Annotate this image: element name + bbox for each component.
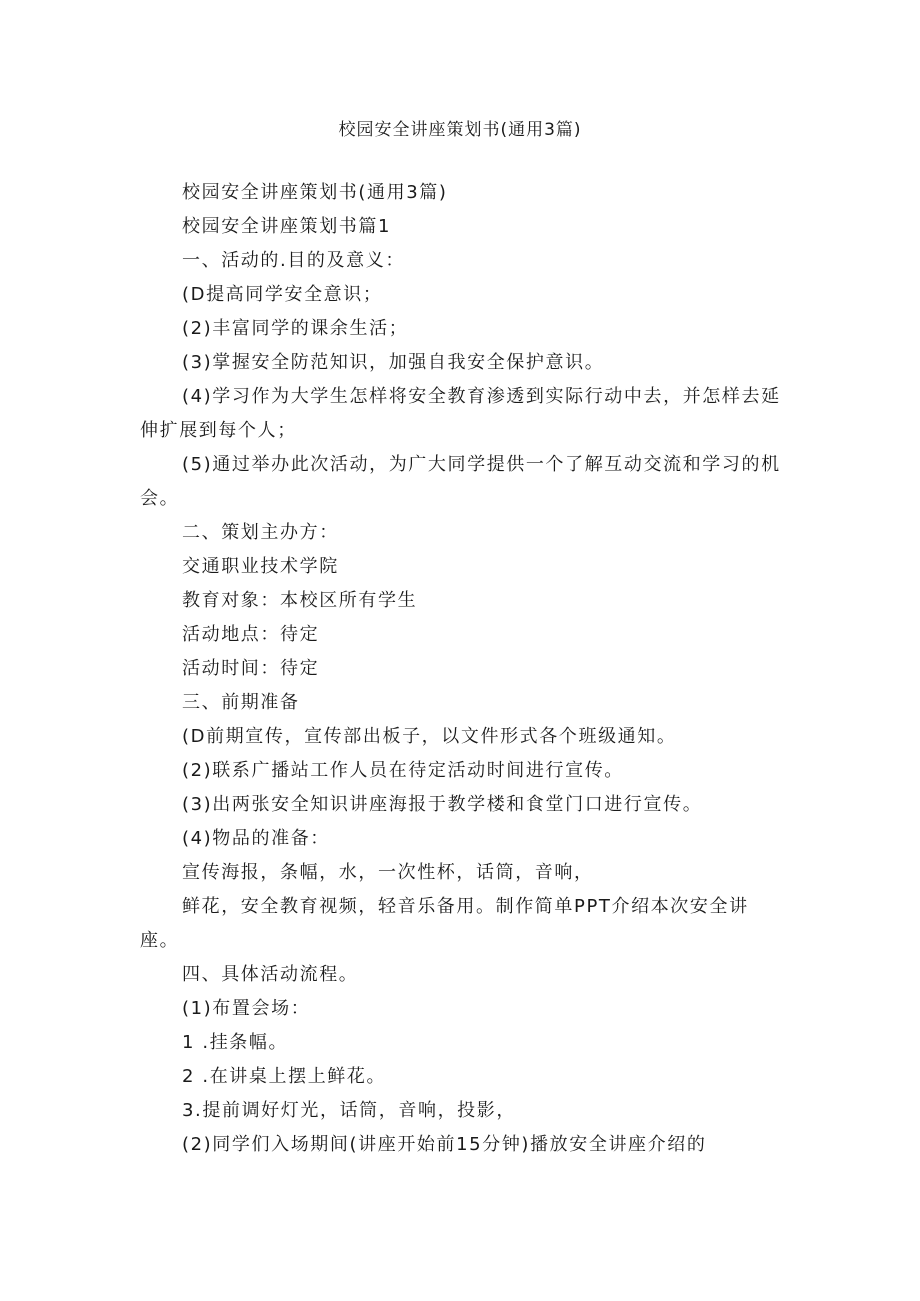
list-item: 3.提前调好灯光，话筒，音响，投影，: [182, 1100, 516, 1121]
paragraph-section-heading: 校园安全讲座策划书篇1: [182, 216, 392, 237]
list-item: (2)联系广播站工作人员在待定活动时间进行宣传。: [182, 760, 624, 781]
list-item: (4)物品的准备：: [182, 828, 330, 849]
document-body: [140, 176, 784, 1162]
paragraph: 鲜花，安全教育视频，轻音乐备用。制作简单PPT介绍本次安全讲座。: [140, 896, 749, 951]
list-item: (3)出两张安全知识讲座海报于教学楼和食堂门口进行宣传。: [182, 794, 703, 815]
document-title: 校园安全讲座策划书(通用3篇): [338, 120, 582, 140]
list-item: (D前期宣传，宣传部出板子，以文件形式各个班级通知。: [182, 726, 677, 747]
list-item: (2)丰富同学的课余生活；: [182, 318, 409, 339]
list-item: 1 .挂条幅。: [182, 1032, 289, 1053]
list-item: (2)同学们入场期间(讲座开始前15分钟)播放安全讲座介绍的: [182, 1134, 707, 1155]
list-item: 2 .在讲桌上摆上鲜花。: [182, 1066, 387, 1087]
list-item: (1)布置会场：: [182, 998, 311, 1019]
list-item: (4)学习作为大学生怎样将安全教育渗透到实际行动中去，并怎样去延伸扩展到每个人；: [140, 386, 781, 441]
paragraph: 活动地点：待定: [182, 624, 320, 645]
heading-procedure: 四、具体活动流程。: [182, 964, 359, 985]
list-item: (D提高同学安全意识；: [182, 284, 383, 305]
heading-organizer: 二、策划主办方：: [182, 522, 339, 543]
paragraph-subtitle: 校园安全讲座策划书(通用3篇): [182, 182, 448, 203]
paragraph: 教育对象：本校区所有学生: [182, 590, 418, 611]
heading-preparation: 三、前期准备: [182, 692, 300, 713]
list-item: (5)通过举办此次活动，为广大同学提供一个了解互动交流和学习的机会。: [140, 454, 781, 509]
list-item: (3)掌握安全防范知识，加强自我安全保护意识。: [182, 352, 605, 373]
heading-purpose: 一、活动的.目的及意义：: [182, 250, 405, 271]
paragraph: 活动时间：待定: [182, 658, 320, 679]
paragraph: 交通职业技术学院: [182, 556, 339, 577]
paragraph: 宣传海报，条幅，水，一次性杯，话筒，音响，: [182, 862, 594, 883]
